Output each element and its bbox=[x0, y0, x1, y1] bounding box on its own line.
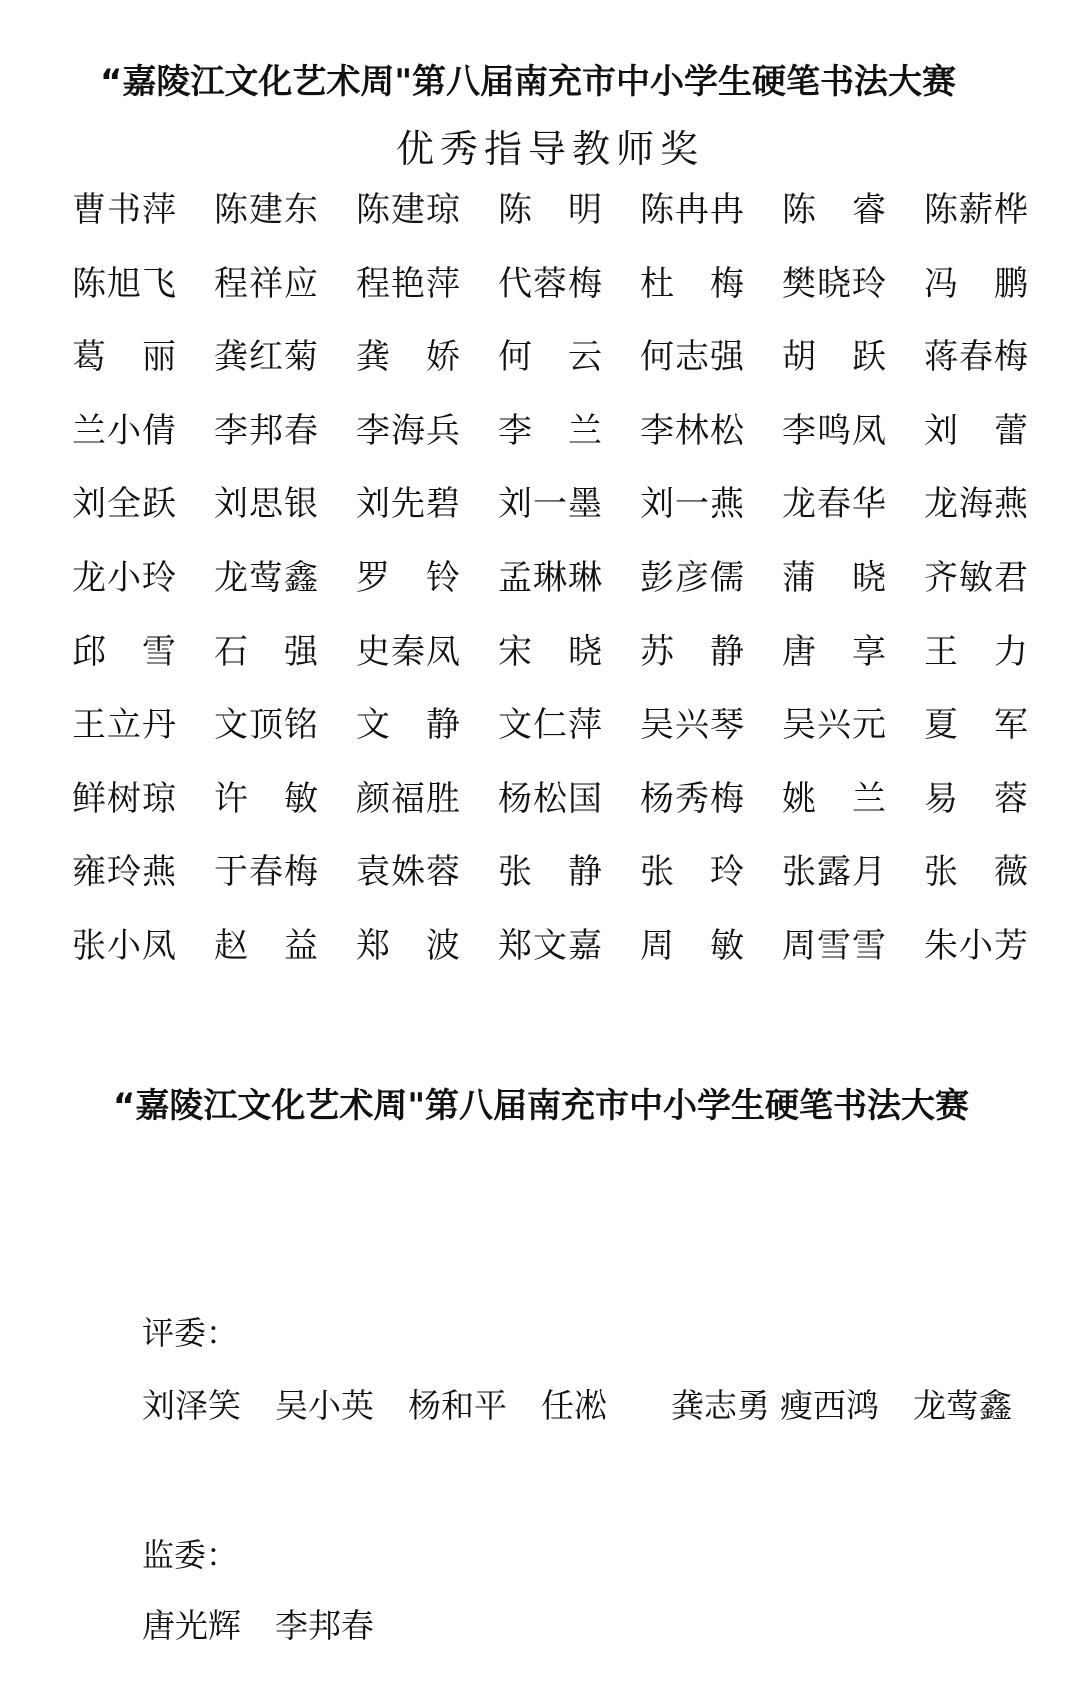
teacher-name: 张 玲 bbox=[640, 852, 744, 893]
teacher-name: 文 静 bbox=[356, 705, 460, 746]
teacher-name: 齐 敏 君 bbox=[924, 557, 1028, 598]
teacher-name: 孟 琳 琳 bbox=[498, 557, 602, 598]
teacher-name: 蒋 春 梅 bbox=[924, 337, 1028, 378]
teacher-name: 陈 明 bbox=[498, 190, 602, 230]
teacher-name: 刘 一 墨 bbox=[498, 484, 602, 525]
teacher-name: 周 敏 bbox=[640, 925, 744, 966]
teacher-name: 陈 建 东 bbox=[214, 190, 318, 230]
teacher-name: 杨 松 国 bbox=[498, 778, 602, 819]
teacher-name: 文 顶 铭 bbox=[214, 705, 318, 746]
teacher-name: 何 志 强 bbox=[640, 337, 744, 378]
judge-name: 龙莺鑫 bbox=[913, 1386, 1012, 1425]
teacher-name: 赵 益 bbox=[214, 925, 318, 966]
teacher-name: 唐 享 bbox=[782, 631, 886, 672]
teacher-name: 文 仁 萍 bbox=[498, 705, 602, 746]
teacher-name: 吴 兴 琴 bbox=[640, 705, 744, 746]
judges-list bbox=[142, 1380, 1012, 1427]
teacher-name: 史 秦 凤 bbox=[356, 631, 460, 672]
teacher-name: 许 敏 bbox=[214, 778, 318, 819]
judge-name: 龚志勇 bbox=[671, 1386, 770, 1425]
teacher-name: 郑 波 bbox=[356, 925, 460, 966]
teacher-name: 刘 思 银 bbox=[214, 484, 318, 525]
teacher-name: 龙 春 华 bbox=[782, 484, 886, 525]
teacher-name: 陈 睿 bbox=[782, 190, 886, 230]
judge-name: 任凇 bbox=[541, 1386, 607, 1425]
teacher-name: 冯 鹏 bbox=[924, 263, 1028, 304]
teacher-name: 龙 莺 鑫 bbox=[214, 557, 318, 598]
supervisors-label: 监委： bbox=[142, 1536, 239, 1574]
teacher-name: 夏 军 bbox=[924, 705, 1028, 746]
teacher-name: 于 春 梅 bbox=[214, 852, 318, 893]
teacher-name: 苏 静 bbox=[640, 631, 744, 672]
teacher-name: 樊 晓 玲 bbox=[782, 263, 886, 304]
teacher-name: 李 鸣 凤 bbox=[782, 410, 886, 451]
teacher-name: 杜 梅 bbox=[640, 263, 744, 304]
teacher-name: 兰 小 倩 bbox=[72, 410, 176, 451]
teacher-name: 雍 玲 燕 bbox=[72, 852, 176, 893]
teacher-name: 姚 兰 bbox=[782, 778, 886, 819]
teacher-name: 李 邦 春 bbox=[214, 410, 318, 451]
teacher-name: 刘 蕾 bbox=[924, 410, 1028, 451]
teacher-name: 石 强 bbox=[214, 631, 318, 672]
teacher-name: 陈 旭 飞 bbox=[72, 263, 176, 304]
teacher-name: 陈 建 琼 bbox=[356, 190, 460, 230]
judge-name: 刘泽笑 bbox=[142, 1386, 241, 1425]
judge-name: 吴小英 bbox=[275, 1386, 374, 1425]
teacher-name: 曹 书 萍 bbox=[72, 190, 176, 230]
teacher-name: 鲜 树 琼 bbox=[72, 778, 176, 819]
teacher-name: 郑 文 嘉 bbox=[498, 925, 602, 966]
teacher-name: 李 林 松 bbox=[640, 410, 744, 451]
teacher-name: 张 薇 bbox=[924, 852, 1028, 893]
teacher-name: 何 云 bbox=[498, 337, 602, 378]
teacher-name: 宋 晓 bbox=[498, 631, 602, 672]
supervisor-name: 李邦春 bbox=[275, 1606, 374, 1645]
teacher-name: 吴 兴 元 bbox=[782, 705, 886, 746]
teacher-name: 胡 跃 bbox=[782, 337, 886, 378]
teacher-name: 王 立 丹 bbox=[72, 705, 176, 746]
teacher-name: 龚 红 菊 bbox=[214, 337, 318, 378]
teacher-name: 罗 铃 bbox=[356, 557, 460, 598]
judge-name: 瘦西鸿 bbox=[780, 1386, 879, 1425]
teacher-name: 龙 海 燕 bbox=[924, 484, 1028, 525]
teacher-name: 朱 小 芳 bbox=[924, 925, 1028, 966]
teacher-name: 蒲 晓 bbox=[782, 557, 886, 598]
teacher-name: 彭 彦 儒 bbox=[640, 557, 744, 598]
teacher-name: 颜 福 胜 bbox=[356, 778, 460, 819]
teacher-name: 刘 一 燕 bbox=[640, 484, 744, 525]
teacher-name: 王 力 bbox=[924, 631, 1028, 672]
teacher-name: 程 祥 应 bbox=[214, 263, 318, 304]
teacher-name: 张 露 月 bbox=[782, 852, 886, 893]
teacher-name: 刘 先 碧 bbox=[356, 484, 460, 525]
teacher-name: 葛 丽 bbox=[72, 337, 176, 378]
teacher-name: 龙 小 玲 bbox=[72, 557, 176, 598]
teacher-name: 张 小 凤 bbox=[72, 925, 176, 966]
teacher-name: 张 静 bbox=[498, 852, 602, 893]
award-title: 优秀指导教师奖 bbox=[395, 127, 704, 171]
teacher-name: 袁 姝 蓉 bbox=[356, 852, 460, 893]
judge-name: 杨和平 bbox=[408, 1386, 507, 1425]
teacher-name: 邱 雪 bbox=[72, 631, 176, 672]
judges-label: 评委： bbox=[142, 1314, 239, 1352]
teacher-name-grid bbox=[72, 188, 1066, 998]
teacher-name: 龚 娇 bbox=[356, 337, 460, 378]
teacher-name: 易 蓉 bbox=[924, 778, 1028, 819]
teacher-name: 刘 全 跃 bbox=[72, 484, 176, 525]
teacher-name: 李 海 兵 bbox=[356, 410, 460, 451]
teacher-name: 陈 冉 冉 bbox=[640, 190, 744, 230]
supervisors-list bbox=[142, 1600, 408, 1647]
footer-competition-title: “嘉陵江文化艺术周"第八届南充市中小学生硬笔书法大赛 bbox=[113, 1086, 970, 1126]
teacher-name: 周 雪 雪 bbox=[782, 925, 886, 966]
competition-title: “嘉陵江文化艺术周"第八届南充市中小学生硬笔书法大赛 bbox=[100, 62, 957, 102]
teacher-name: 杨 秀 梅 bbox=[640, 778, 744, 819]
supervisor-name: 唐光辉 bbox=[142, 1606, 241, 1645]
teacher-name: 代 蓉 梅 bbox=[498, 263, 602, 304]
teacher-name: 程 艳 萍 bbox=[356, 263, 460, 304]
teacher-name: 李 兰 bbox=[498, 410, 602, 451]
teacher-name: 陈 薪 桦 bbox=[924, 190, 1028, 230]
